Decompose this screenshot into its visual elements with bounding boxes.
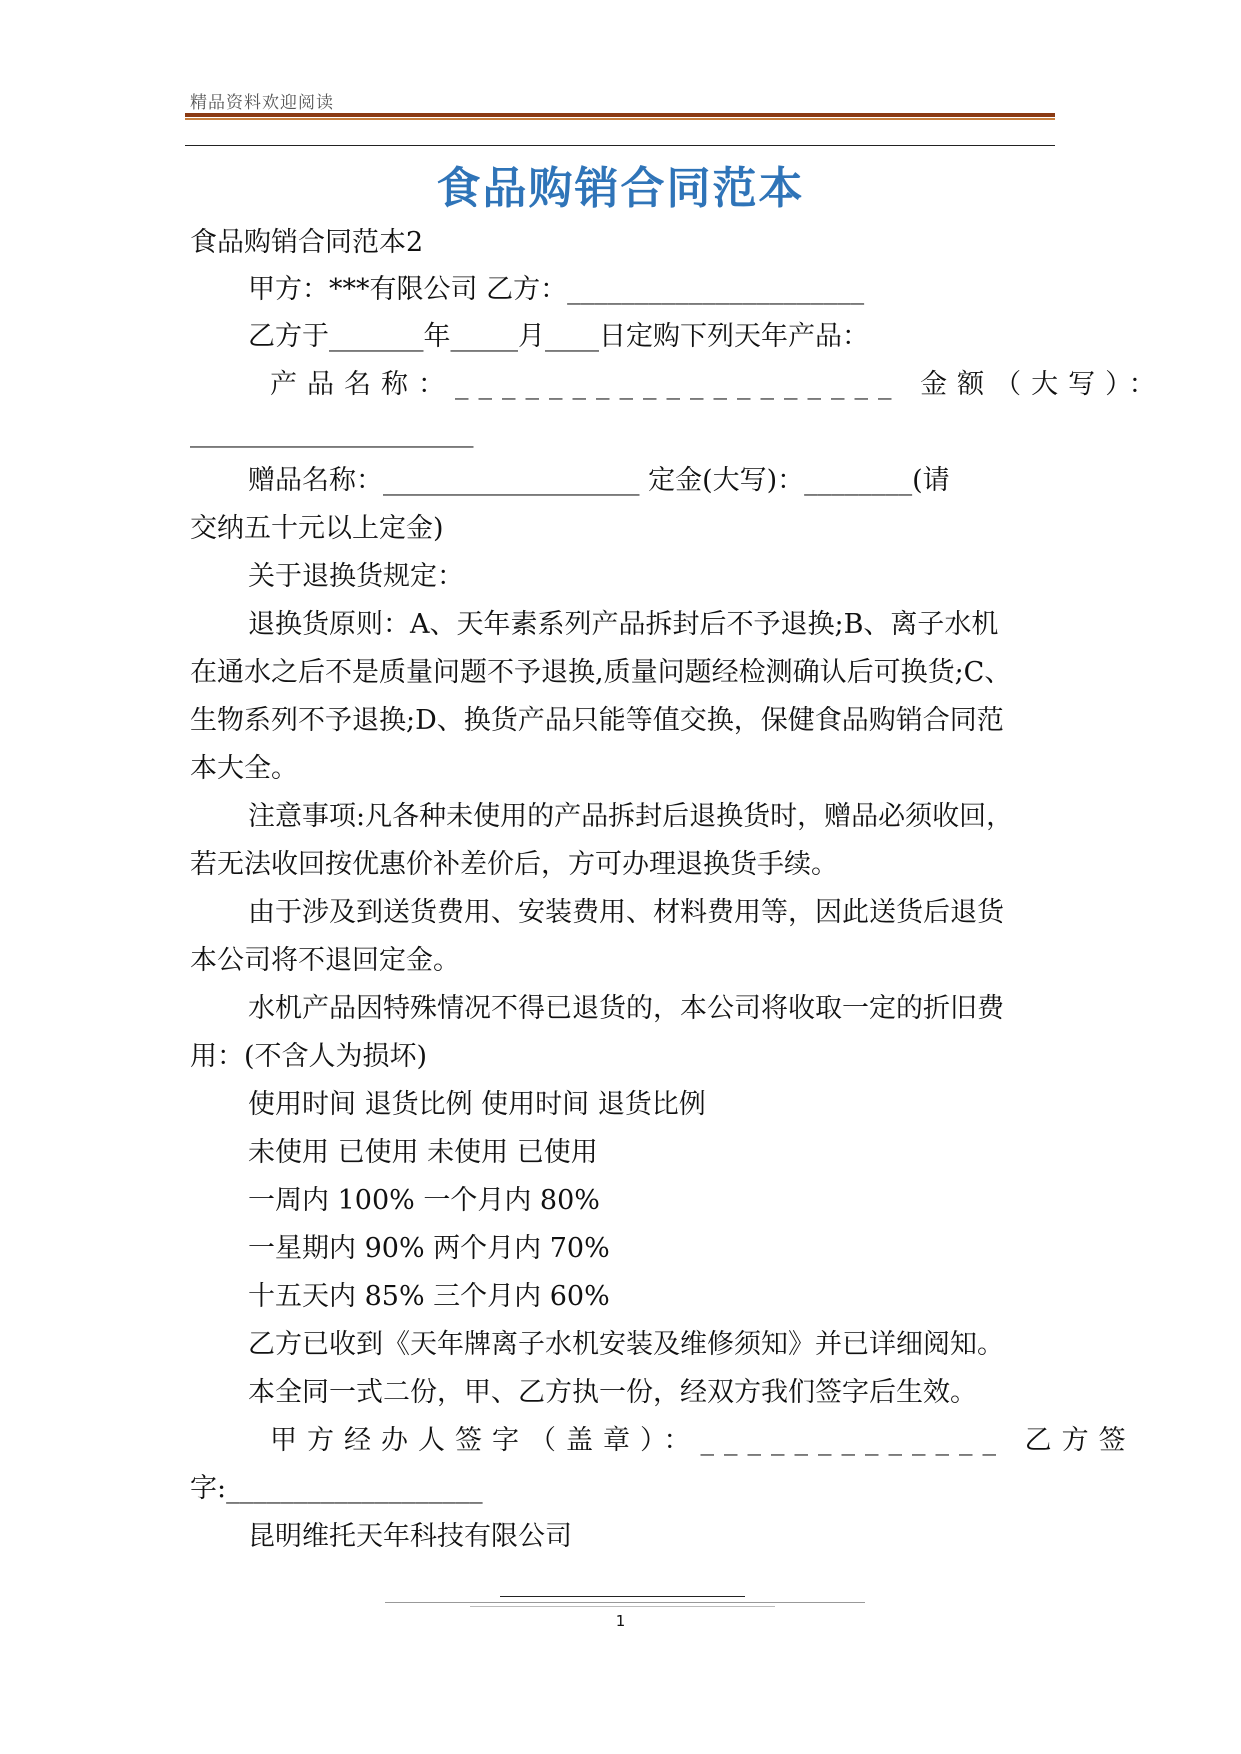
table-row: 一星期内 90% 两个月内 70% [248,1233,610,1264]
document-title: 食品购销合同范本 [436,163,805,214]
copies-line: 本全同一式二份，甲、乙方执一份，经双方我们签字后生效。 [248,1377,977,1408]
footer-rule-dark [500,1596,745,1597]
page-header-text: 精品资料欢迎阅读 [190,93,334,113]
table-subheader-row: 未使用 已使用 未使用 已使用 [248,1137,598,1168]
header-rule [185,113,1055,117]
return-principle-line-4: 本大全。 [190,753,298,784]
notice-line-2: 若无法收回按优惠价补差价后，方可办理退换货手续。 [190,849,838,880]
company-name: 昆明维托天年科技有限公司 [248,1521,572,1552]
page-number: 1 [615,1612,626,1630]
amount-blank-line: _____________________ [190,417,474,448]
gift-name-line: 赠品名称：___________________ 定金(大写)：________(请 [248,465,950,496]
subtitle-line: 食品购销合同范本2 [190,227,424,258]
acknowledgement-line: 乙方已收到《天年牌离子水机安装及维修须知》并已详细阅知。 [248,1329,1004,1360]
signature-line-cont: 字:___________________ [190,1473,483,1504]
party-line: 甲方：***有限公司 乙方：______________________ [248,274,865,305]
return-principle-line-2: 在通水之后不是质量问题不予退换,质量问题经检测确认后可换货;C、 [190,657,1012,688]
product-name-line: 产品名称：___________________ 金额（大写）： [270,369,1166,400]
footer-rule [385,1602,865,1603]
fees-line-1: 由于涉及到送货费用、安装费用、材料费用等，因此送货后退货 [248,897,1004,928]
depreciation-line-2: 用：(不含人为损坏) [190,1041,428,1072]
signature-line: 甲方经办人签字（盖章）：_____________ 乙方签 [270,1425,1136,1456]
depreciation-line-1: 水机产品因特殊情况不得已退货的，本公司将收取一定的折旧费 [248,993,1004,1024]
return-rules-heading: 关于退换货规定： [248,561,464,592]
footer-rule-light [470,1606,775,1607]
return-principle-line-3: 生物系列不予退换;D、换货产品只能等值交换，保健食品购销合同范 [190,705,1004,736]
table-row: 十五天内 85% 三个月内 60% [248,1281,610,1312]
header-divider [185,145,1055,146]
table-row: 一周内 100% 一个月内 80% [248,1185,600,1216]
table-header-row: 使用时间 退货比例 使用时间 退货比例 [248,1089,706,1120]
header-rule-accent [185,118,1055,120]
deposit-note-line: 交纳五十元以上定金) [190,513,444,544]
return-principle-line-1: 退换货原则：A、天年素系列产品拆封后不予退换;B、离子水机 [248,609,999,640]
notice-line-1: 注意事项:凡各种未使用的产品拆封后退换货时，赠品必须收回， [248,801,1014,832]
order-date-line: 乙方于_______年_____月____日定购下列天年产品： [248,321,869,352]
fees-line-2: 本公司将不退回定金。 [190,945,460,976]
